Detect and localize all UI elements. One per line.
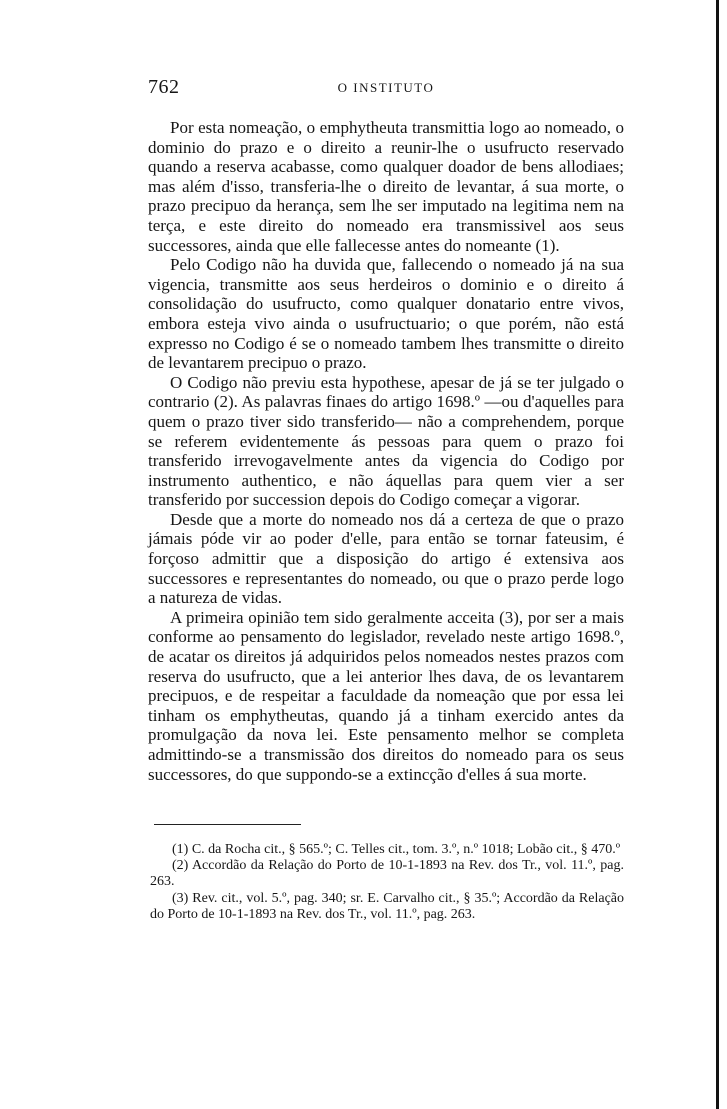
footnote: (2) Accordão da Relação do Porto de 10-1-1893 na Rev. dos Tr., vol. 11.º, pag. 263. — [150, 858, 624, 890]
paragraph: Pelo Codigo não ha duvida que, fallecendo o nomeado já na sua vigencia, transmitte aos seus herdeiros o dominio e o direito á consolidação do usufructo, como qualquer donatario entre vivos, embora esteja vivo ainda o usufructuario; o que porém, não está expresso no Codigo é se o nomeado tambem lhes transmitte o direito de levantarem precipuo o prazo. — [148, 255, 624, 373]
paragraph: Por esta nomeação, o emphytheuta transmittia logo ao nomeado, o dominio do prazo e o direito a reunir-lhe o usufructo reservado quando a reserva acabasse, como qualquer doador de bens allodiaes; mas além d'isso, transferia-lhe o direito de levantar, á sua morte, o prazo precipuo da herança, sem lhe ser imputado na legitima nem na terça, e este direito do nomeado era transmissivel aos seus successores, ainda que elle fallecesse antes do nomeante (1). — [148, 118, 624, 255]
scan-edge-border — [716, 0, 719, 1109]
footnote: (3) Rev. cit., vol. 5.º, pag. 340; sr. E. Carvalho cit., § 35.º; Accordão da Relação do Porto de 10-1-1893 na Rev. dos Tr., vol. 11.º, pag. 263. — [150, 890, 624, 922]
body-text — [148, 118, 624, 784]
page-number: 762 — [148, 76, 180, 98]
footnotes — [150, 842, 624, 923]
paragraph: Desde que a morte do nomeado nos dá a certeza de que o prazo jámais póde vir ao poder d'elle, para então se tornar fateusim, é forçoso admittir que a disposição do artigo é extensiva aos successores e representantes do nomeado, ou que o prazo perde logo a natureza de vidas. — [148, 509, 624, 608]
paragraph: O Codigo não previu esta hypothese, apesar de já se ter julgado o contrario (2). As palavras finaes do artigo 1698.º —ou d'aquelles para quem o prazo tiver sido transferido— não a comprehendem, porque se referem evidentemente ás pessoas para quem o prazo foi transferido irrevogavelmente antes da vigencia do Codigo por instrumento authentico, e não áquellas para quem vier a ser transferido por succession depois do Codigo começar a vigorar. — [148, 372, 624, 510]
footnote-divider — [154, 824, 301, 825]
running-title: O INSTITUTO — [337, 80, 435, 95]
paragraph: A primeira opinião tem sido geralmente acceita (3), por ser a mais conforme ao pensamento do legislador, revelado neste artigo 1698.º, de acatar os direitos já adquiridos pelos nomeados nestes prazos com reserva do usufructo, que a lei anterior lhes dava, de os levantarem precipuos, e de respeitar a faculdade da nomeação que por essa lei tinham os emphytheutas, quando já a tinham exercido antes da promulgação da nova lei. Este pensamento melhor se completa admittindo-se a transmissão dos direitos do nomeado para os seus successores, do que suppondo-se a extincção d'elles á sua morte. — [148, 607, 624, 784]
page-header — [148, 76, 624, 100]
footnote: (1) C. da Rocha cit., § 565.º; C. Telles cit., tom. 3.º, n.º 1018; Lobão cit., § 470.º — [172, 842, 621, 857]
